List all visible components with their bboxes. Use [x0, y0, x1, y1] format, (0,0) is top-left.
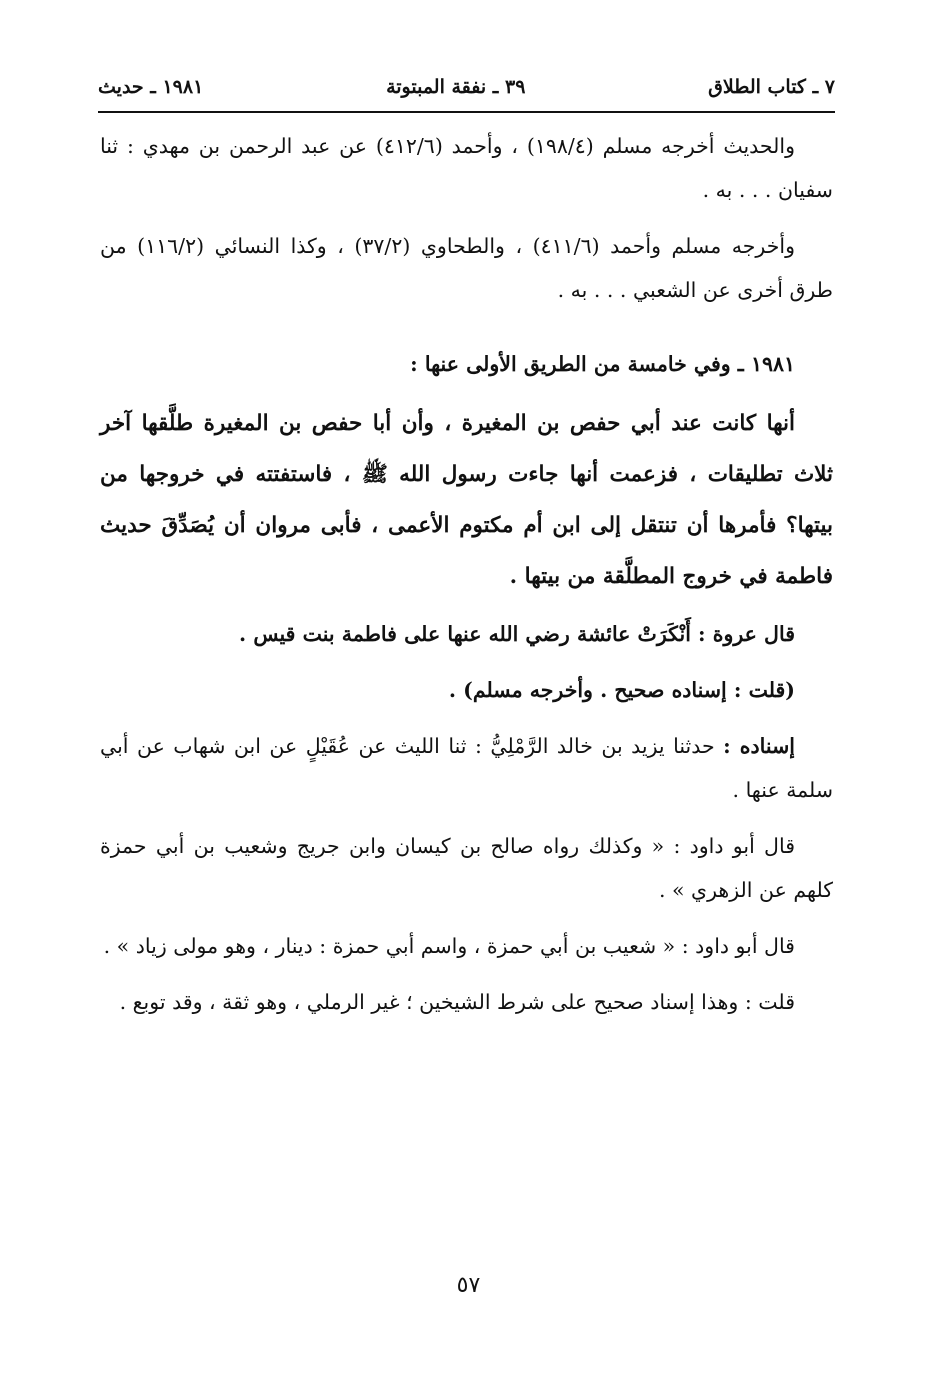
isnad-label: إسناده :: [723, 734, 795, 758]
header-divider: [98, 111, 835, 113]
isnad-chain: حدثنا يزيد بن خالد الرَّمْلِيُّ : ثنا الليث عن عُقَيْلٍ عن ابن شهاب عن أبي سلمة عنها .: [100, 734, 833, 802]
section-gap: [100, 324, 833, 342]
header-book-title: ٧ ـ كتاب الطلاق: [708, 76, 835, 98]
urwa-statement: قال عروة : أَنْكَرَتْ عائشة رضي الله عنها على فاطمة بنت قيس .: [239, 622, 795, 646]
hadith-heading: ١٩٨١ ـ وفي خامسة من الطريق الأولى عنها :: [410, 352, 795, 376]
page-number: ٥٧: [456, 1273, 481, 1298]
author-conclusion: قلت : وهذا إسناد صحيح على شرط الشيخين ؛ غير الرملي ، وهو ثقة ، وقد توبع .: [119, 990, 795, 1014]
header-hadith-number: ١٩٨١ ـ حديث: [98, 76, 204, 98]
running-header: [98, 70, 835, 104]
isnad-paragraph: [100, 724, 833, 812]
hadith-text: أنها كانت عند أبي حفص بن المغيرة ، وأن أبا حفص بن المغيرة طلَّقها آخر ثلاث تطليقات ، فزعمت أنها جاءت رسول الله ﷺ ، فاستفتته في خروجها من بيتها؟ فأمرها أن تنتقل إلى ابن أم مكتوم الأعمى ، فأبى مروان أن يُصَدِّقَ حديث فاطمة في خروج المطلَّقة من بيتها .: [100, 411, 833, 589]
abu-dawud-quote-2: قال أبو داود : « شعيب بن أبي حمزة ، واسم أبي حمزة : دينار ، وهو مولى زياد » .: [103, 934, 795, 958]
page-body: [100, 124, 833, 1036]
takhrij-paragraph-2: وأخرجه مسلم وأحمد (٤١١/٦) ، والطحاوي (٣٧/٢) ، وكذا النسائي (١١٦/٢) من طرق أخرى عن الشعبي . . . به .: [100, 234, 833, 302]
takhrij-paragraph-1: والحديث أخرجه مسلم (١٩٨/٤) ، وأحمد (٤١٢/٦) عن عبد الرحمن بن مهدي : ثنا سفيان . . . به .: [100, 134, 833, 202]
grading-verdict: (قلت : إسناده صحيح . وأخرجه مسلم) .: [448, 678, 795, 702]
header-chapter-title: ٣٩ ـ نفقة المبتوتة: [386, 76, 526, 98]
abu-dawud-quote-1: قال أبو داود : « وكذلك رواه صالح بن كيسان وابن جريج وشعيب بن أبي حمزة كلهم عن الزهري » .: [100, 834, 833, 902]
